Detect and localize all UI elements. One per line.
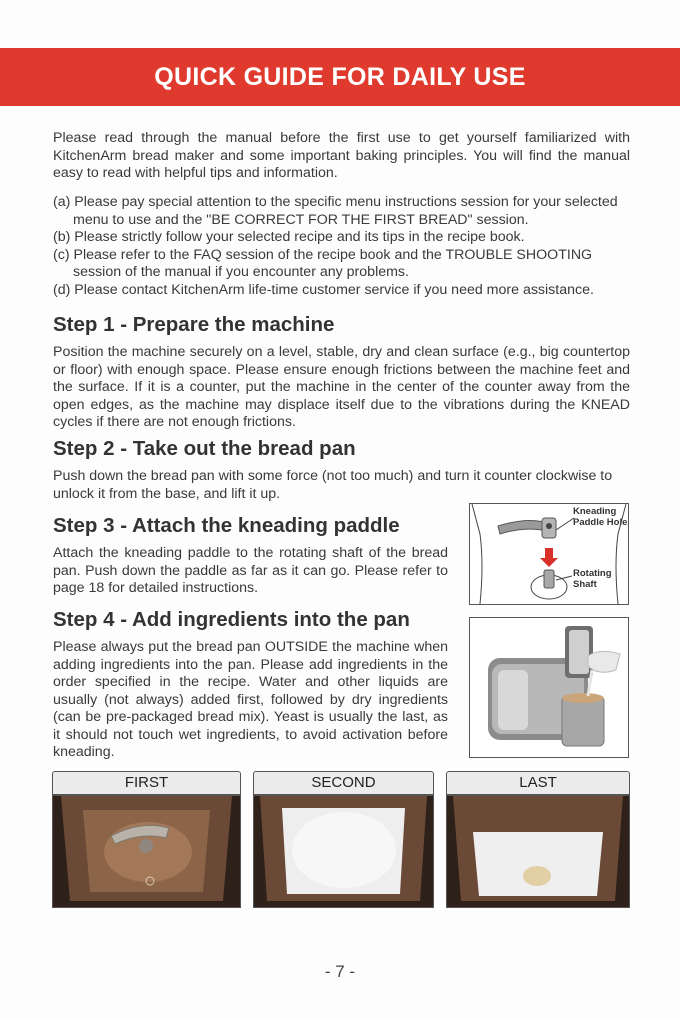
notes-list <box>53 194 633 299</box>
intro-paragraph: Please read through the manual before the first use to get yourself familiarized with KitchenArm bread maker and some important baking principles. You will find the manual easy to read with helpful tips and information. <box>53 130 630 181</box>
pan-with-water-image <box>53 796 240 907</box>
note-c: (c) Please refer to the FAQ session of the recipe book and the TROUBLE SHOOTING session of the manual if you encounter any problems. <box>53 246 593 280</box>
step-1-text: Position the machine securely on a level, stable, dry and clean surface (e.g., big countertop or floor) with enough space. Please ensure enough frictions between the machine feet and the surface. If it is a counter, put the machine in the center of the counter away from the open edges, as the machine may displace itself due to the vibrations during the KNEAD cycles if there are not enough frictions. <box>53 344 630 430</box>
note-b: (b) Please strictly follow your selected recipe and its tips in the recipe book. <box>53 229 525 245</box>
tab-first-title: FIRST <box>52 771 241 795</box>
paddle-diagram <box>469 503 629 605</box>
page-number: - 7 - <box>324 962 356 981</box>
tab-second <box>253 771 434 909</box>
bread-machine-image <box>470 618 628 757</box>
step-1-heading: Step 1 - Prepare the machine <box>53 313 335 336</box>
page-title: QUICK GUIDE FOR DAILY USE <box>154 62 526 91</box>
pan-with-flour-image <box>254 796 433 907</box>
note-a: (a) Please pay special attention to the specific menu instructions session for your selected menu to use and the "BE CORRECT FOR THE FIRST BREAD" session. <box>53 194 618 228</box>
kneading-paddle-hole-label: Kneading Paddle Hole <box>573 506 628 528</box>
second-pan-photo <box>253 795 434 908</box>
title-banner <box>0 48 680 106</box>
tab-last-title: LAST <box>446 771 630 795</box>
rotating-shaft-label: Rotating Shaft <box>573 568 612 590</box>
first-pan-photo <box>52 795 241 908</box>
tab-second-title: SECOND <box>253 771 434 795</box>
step-4-heading: Step 4 - Add ingredients into the pan <box>53 608 410 631</box>
tab-last <box>446 771 630 909</box>
step-4-text: Please always put the bread pan OUTSIDE the machine when adding ingredients into the pan. Please add ingredients in the order specified in the recipe. Water and other liquids are usually (not always) added first, followed by dry ingredients (can be pre-packaged bread mix). Yeast is usually the last, as it should not touch wet ingredients, to avoid activation before kneading. <box>53 639 448 760</box>
last-pan-photo <box>446 795 630 908</box>
step-3-text: Attach the kneading paddle to the rotating shaft of the bread pan. Push down the paddle as far as it can go. Please refer to page 18 for detailed instructions. <box>53 545 448 596</box>
step-3-heading: Step 3 - Attach the kneading paddle <box>53 514 400 537</box>
step-2-text: Push down the bread pan with some force (not too much) and turn it counter clockwise to unlock it from the base, and lift it up. <box>53 468 613 502</box>
machine-photo <box>469 617 629 758</box>
tab-first <box>52 771 241 909</box>
pan-with-yeast-image <box>447 796 629 907</box>
step-2-heading: Step 2 - Take out the bread pan <box>53 437 356 460</box>
note-d: (d) Please contact KitchenArm life-time customer service if you need more assistance. <box>53 281 594 298</box>
